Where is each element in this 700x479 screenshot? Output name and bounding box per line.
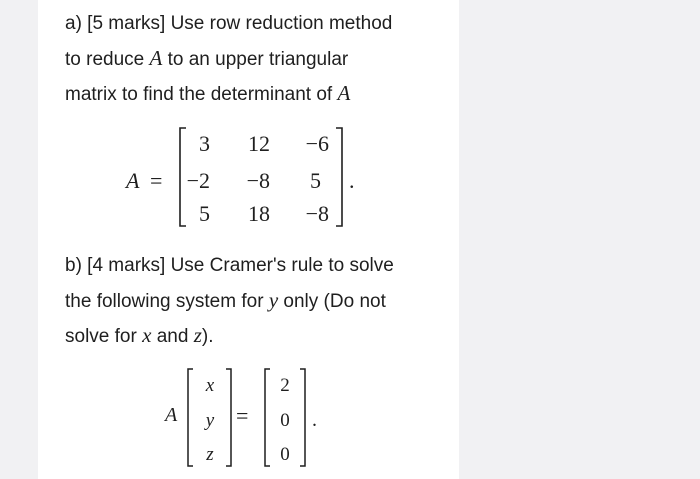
rhs-left-bracket [265,369,270,466]
unknowns-left-bracket [188,369,193,466]
rhs-value: 0 [280,410,290,431]
matrix-a-period: . [349,168,355,193]
system-equals-sign: = [236,403,249,428]
matrix-a-cell: −6 [305,131,329,156]
matrix-a-cell: 12 [248,131,270,156]
equals-sign: = [150,168,163,193]
unknown-y: y [205,410,215,431]
part-a-line-1: a) [5 marks] Use row reduction method [65,13,393,34]
part-b-line-2-post: only (Do not [278,291,386,312]
part-a-line-2-post: to an upper triangular [162,49,349,70]
matrix-a-cell: 5 [199,201,210,226]
math-var-z: z [193,323,202,347]
math-var-y: y [268,288,279,312]
unknown-x: x [205,375,215,396]
unknowns-right-bracket [226,369,231,466]
matrix-a-cell: −8 [246,168,270,193]
system-period: . [312,409,317,431]
part-b-line-1: b) [4 marks] Use Cramer's rule to solve [65,255,394,276]
matrix-a-cell: −8 [305,201,329,226]
part-b-line-2-pre: the following system for [65,291,269,312]
matrix-a-cell: 3 [199,131,210,156]
part-a-line-2-pre: to reduce [65,49,150,70]
matrix-a-cell: −2 [186,168,210,193]
matrix-a-cell: 5 [310,168,321,193]
system-matrix-name: A [165,404,178,426]
unknown-z: z [206,444,214,465]
part-a-line-3-pre: matrix to find the determinant of [65,84,338,105]
part-b-line-3-post: ). [201,326,214,347]
math-var-a: A [149,46,163,70]
math-var-a: A [337,81,351,105]
rhs-value: 0 [280,444,290,465]
part-b-line-3-mid: and [151,326,194,347]
matrix-a-name: A [126,168,140,193]
math-var-x: x [142,323,152,347]
matrix-a-cell: 18 [248,201,270,226]
rhs-right-bracket [300,369,305,466]
rhs-value: 2 [280,375,290,396]
part-b-line-3-pre: solve for [65,326,143,347]
